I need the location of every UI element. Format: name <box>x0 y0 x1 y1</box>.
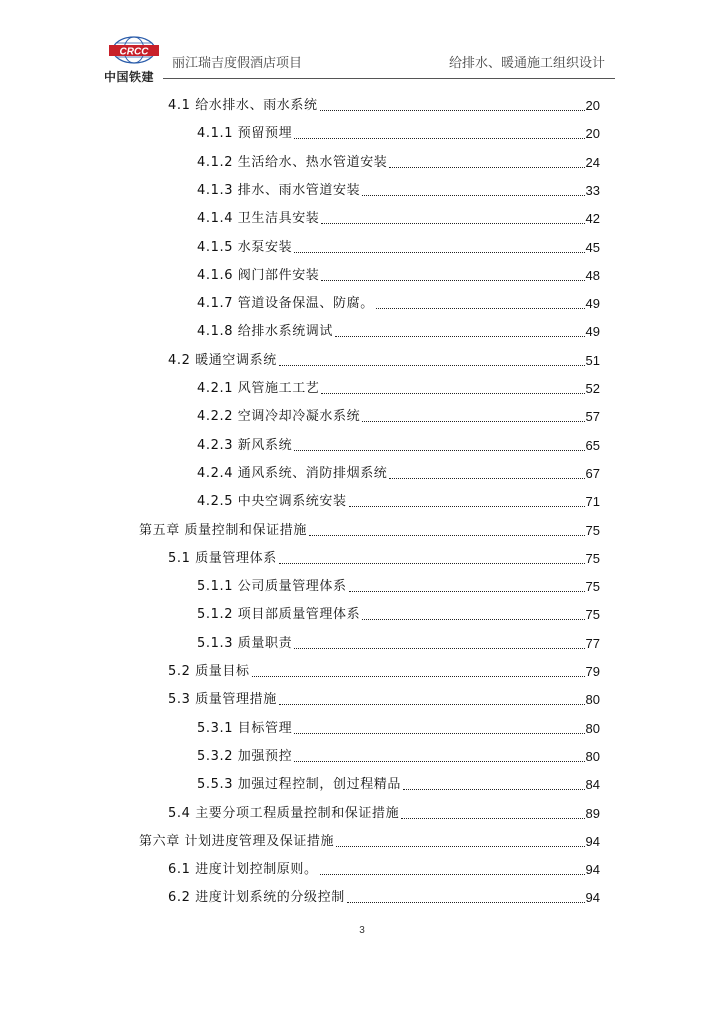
toc-entry-page: 51 <box>585 352 600 368</box>
toc-entry-label: 4.2.2 空调冷却冷凝水系统 <box>197 409 361 425</box>
toc-entry-label: 5.1 质量管理体系 <box>168 550 277 566</box>
toc-leader-dots <box>279 563 585 564</box>
toc-entry-page: 75 <box>585 522 600 538</box>
toc-leader-dots <box>321 223 584 224</box>
toc-entry-label: 4.1.1 预留预埋 <box>197 126 293 142</box>
toc-entry[interactable] <box>197 603 600 623</box>
toc-entry[interactable] <box>168 94 600 114</box>
toc-entry-page: 57 <box>585 409 600 425</box>
logo-mark: CRCC <box>119 46 149 58</box>
toc-entry-label: 4.2.4 通风系统、消防排烟系统 <box>197 465 388 481</box>
toc-entry[interactable] <box>197 575 600 595</box>
toc-entry-label: 5.3.2 加强预控 <box>197 748 293 764</box>
toc-leader-dots <box>294 252 584 253</box>
toc-entry[interactable] <box>168 886 600 906</box>
toc-entry-label: 4.1.2 生活给水、热水管道安装 <box>197 154 388 170</box>
toc-entry-page: 84 <box>585 777 600 793</box>
toc-entry-label: 5.4 主要分项工程质量控制和保证措施 <box>168 805 400 821</box>
toc-entry[interactable] <box>197 717 600 737</box>
toc-entry-page: 67 <box>585 465 600 481</box>
toc-entry[interactable] <box>197 490 600 510</box>
toc-entry[interactable] <box>197 434 600 454</box>
toc-entry-page: 48 <box>585 267 600 283</box>
page-header <box>0 0 724 86</box>
toc-entry[interactable] <box>139 830 600 850</box>
toc-entry-page: 94 <box>585 890 600 906</box>
header-divider <box>163 78 615 79</box>
toc-entry-page: 80 <box>585 748 600 764</box>
toc-entry-label: 5.2 质量目标 <box>168 664 250 679</box>
toc-entry-label: 4.2.1 风管施工工艺 <box>197 381 320 396</box>
toc-entry-label: 第五章 质量控制和保证措施 <box>139 522 307 538</box>
toc-leader-dots <box>294 733 584 734</box>
toc-leader-dots <box>321 280 584 281</box>
toc-entry[interactable] <box>197 264 600 284</box>
toc-leader-dots <box>389 167 584 168</box>
toc-entry-label: 6.1 进度计划控制原则。 <box>168 862 318 878</box>
toc-entry-page: 80 <box>585 720 600 736</box>
toc-entry-page: 75 <box>585 550 600 566</box>
toc-entry-page: 75 <box>585 579 600 595</box>
toc-entry-label: 4.1.8 给排水系统调试 <box>197 324 334 340</box>
toc-leader-dots <box>279 365 585 366</box>
toc-entry-label: 5.1.1 公司质量管理体系 <box>197 579 347 595</box>
toc-entry[interactable] <box>197 151 600 171</box>
toc-entry-page: 75 <box>585 607 600 623</box>
toc-entry[interactable] <box>197 207 600 227</box>
toc-entry-page: 77 <box>585 635 600 651</box>
toc-entry[interactable] <box>197 179 600 199</box>
toc-entry-label: 5.3 质量管理措施 <box>168 692 277 708</box>
toc-entry-page: 52 <box>585 381 600 396</box>
document-title: 给排水、暖通施工组织设计 <box>449 56 606 71</box>
toc-leader-dots <box>349 591 585 592</box>
toc-leader-dots <box>401 818 584 819</box>
toc-entry-page: 42 <box>585 211 600 227</box>
toc-entry-label: 6.2 进度计划系统的分级控制 <box>168 890 345 906</box>
toc-entry-label: 4.1.5 水泵安装 <box>197 239 293 255</box>
toc-entry[interactable] <box>168 547 600 567</box>
toc-entry-page: 20 <box>585 126 600 142</box>
toc-entry-page: 94 <box>585 833 600 849</box>
toc-entry-label: 第六章 计划进度管理及保证措施 <box>139 833 335 849</box>
toc-leader-dots <box>336 846 584 847</box>
toc-entry-label: 5.3.1 目标管理 <box>197 720 293 736</box>
toc-entry[interactable] <box>197 462 600 482</box>
toc-entry[interactable] <box>139 519 600 539</box>
toc-entry[interactable] <box>197 377 600 397</box>
toc-leader-dots <box>347 902 585 903</box>
toc-entry-page: 45 <box>585 239 600 255</box>
toc-entry-label: 4.1.6 阀门部件安装 <box>197 267 320 283</box>
toc-entry-page: 49 <box>585 324 600 340</box>
toc-leader-dots <box>362 619 584 620</box>
toc-leader-dots <box>349 506 585 507</box>
toc-leader-dots <box>252 676 585 677</box>
toc-entry[interactable] <box>197 122 600 142</box>
toc-entry[interactable] <box>168 802 600 822</box>
toc-entry-label: 5.1.2 项目部质量管理体系 <box>197 607 361 623</box>
toc-entry-label: 4.1.4 卫生洁具安装 <box>197 211 320 227</box>
toc-leader-dots <box>321 393 584 394</box>
company-name: 中国铁建 <box>104 70 155 84</box>
toc-entry[interactable] <box>197 632 600 652</box>
toc-entry-page: 80 <box>585 692 600 708</box>
toc-entry-page: 20 <box>585 98 600 113</box>
toc-entry-page: 89 <box>585 805 600 821</box>
toc-leader-dots <box>309 535 585 536</box>
toc-leader-dots <box>294 648 584 649</box>
project-title: 丽江瑞吉度假酒店项目 <box>172 56 303 71</box>
toc-entry[interactable] <box>197 745 600 765</box>
toc-leader-dots <box>389 478 584 479</box>
toc-leader-dots <box>362 421 584 422</box>
toc-entry[interactable] <box>168 858 600 878</box>
toc-leader-dots <box>320 874 585 875</box>
toc-leader-dots <box>335 336 585 337</box>
toc-entry-label: 5.5.3 加强过程控制，创过程精品 <box>197 777 402 793</box>
toc-leader-dots <box>279 704 585 705</box>
toc-entry-label: 4.1.3 排水、雨水管道安装 <box>197 182 361 198</box>
toc-entry-page: 94 <box>585 862 600 878</box>
toc-leader-dots <box>294 138 584 139</box>
toc-entry-page: 79 <box>585 664 600 679</box>
toc-entry-page: 24 <box>585 154 600 170</box>
toc-entry-label: 4.1.7 管道设备保温、防腐。 <box>197 296 374 312</box>
toc-leader-dots <box>376 308 585 309</box>
toc-entry-label: 4.1 给水排水、雨水系统 <box>168 98 318 113</box>
toc-entry-page: 71 <box>585 494 600 510</box>
toc-leader-dots <box>362 195 584 196</box>
toc-leader-dots <box>294 450 584 451</box>
toc-entry[interactable] <box>197 405 600 425</box>
toc-leader-dots <box>320 110 585 111</box>
toc-entry[interactable] <box>168 660 600 680</box>
toc-entry-page: 33 <box>585 182 600 198</box>
toc-leader-dots <box>403 789 585 790</box>
page-number: 3 <box>359 925 365 936</box>
toc-entry-page: 49 <box>585 296 600 312</box>
toc-entry-label: 4.2.5 中央空调系统安装 <box>197 494 347 510</box>
toc-entry-label: 4.2.3 新风系统 <box>197 437 293 453</box>
toc-entry[interactable] <box>197 292 600 312</box>
toc-leader-dots <box>294 761 584 762</box>
toc-entry-page: 65 <box>585 437 600 453</box>
toc-entry[interactable] <box>168 349 600 369</box>
toc-entry[interactable] <box>197 773 600 793</box>
toc-entry[interactable] <box>197 320 600 340</box>
toc-entry-label: 4.2 暖通空调系统 <box>168 352 277 368</box>
toc-entry[interactable] <box>197 236 600 256</box>
toc-entry-label: 5.1.3 质量职责 <box>197 635 293 651</box>
toc-entry[interactable] <box>168 688 600 708</box>
